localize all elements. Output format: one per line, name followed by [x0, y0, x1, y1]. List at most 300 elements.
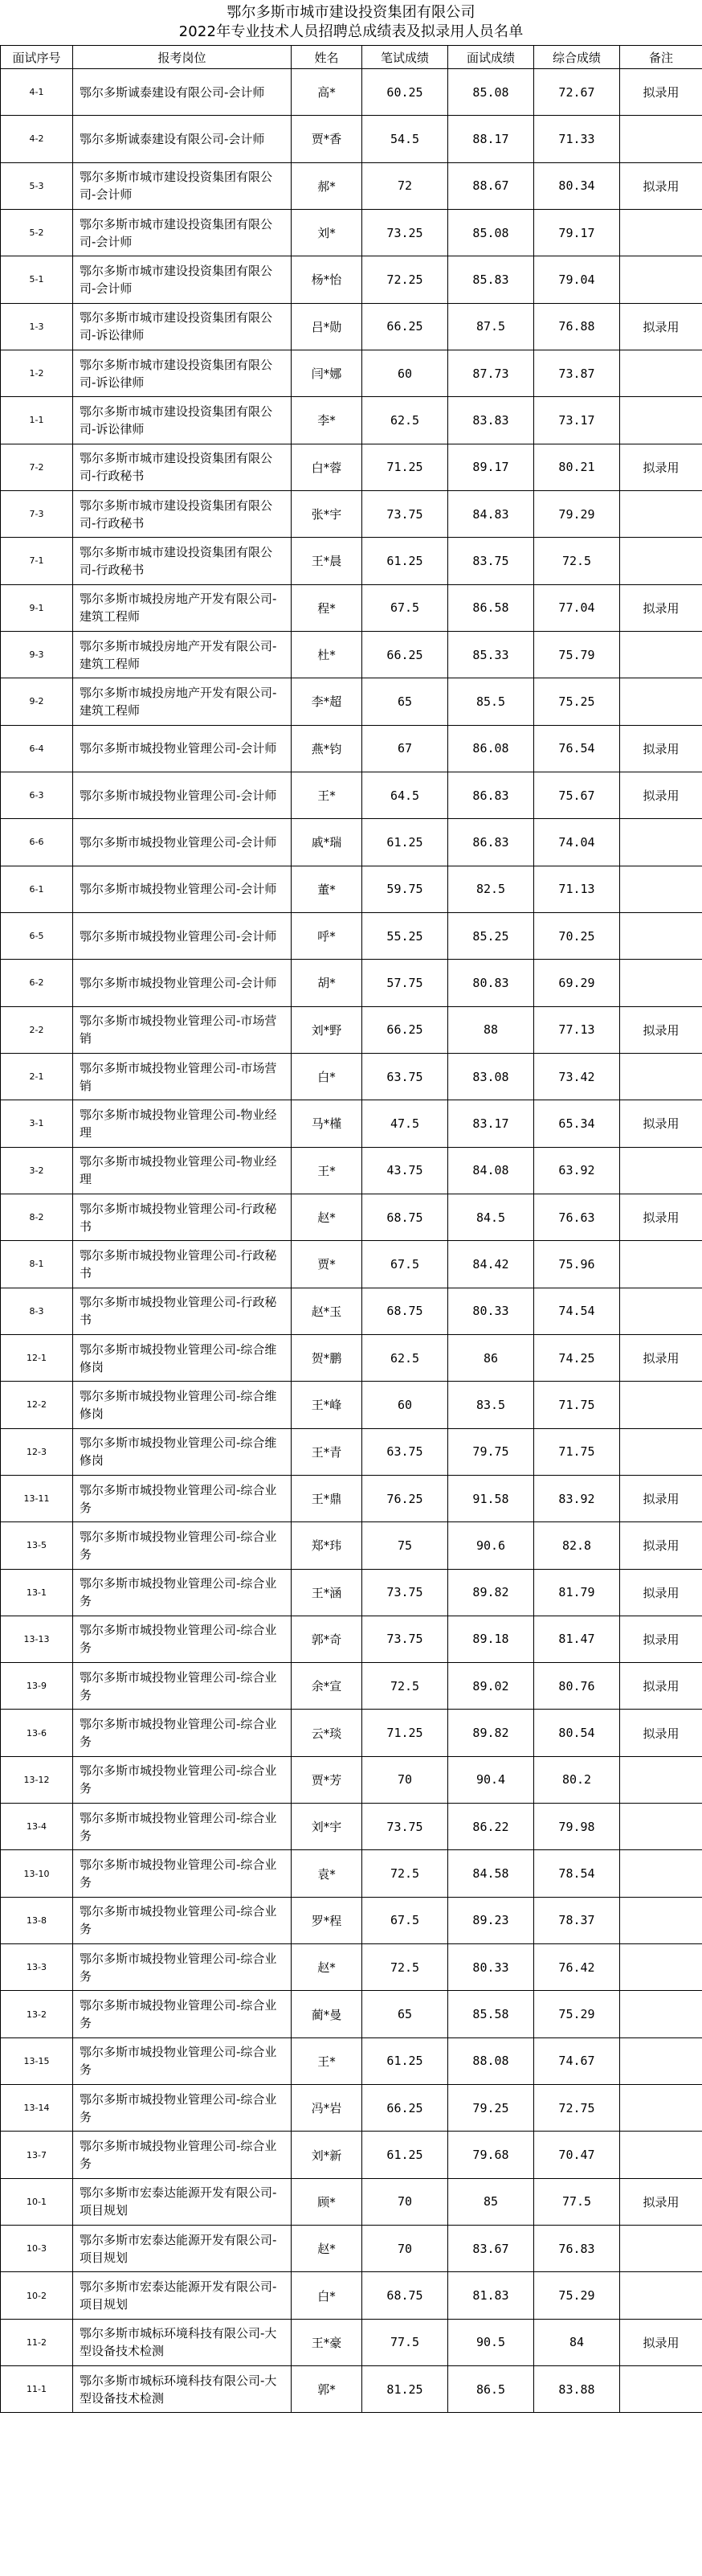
header-interview-score: 面试成绩	[448, 46, 534, 69]
cell-note: 拟录用	[620, 1334, 702, 1381]
cell-name: 高*	[292, 69, 362, 116]
cell-name: 刘*新	[292, 2132, 362, 2178]
cell-interview-score: 83.5	[448, 1382, 534, 1428]
cell-name: 赵*	[292, 1194, 362, 1240]
cell-position: 鄂尔多斯市城投房地产开发有限公司-建筑工程师	[73, 584, 292, 631]
cell-name: 吕*勋	[292, 303, 362, 350]
cell-id: 13-8	[1, 1897, 73, 1943]
cell-id: 7-1	[1, 538, 73, 584]
cell-note: 拟录用	[620, 303, 702, 350]
cell-position: 鄂尔多斯市城投物业管理公司-会计师	[73, 866, 292, 912]
cell-written-score: 60	[362, 350, 448, 396]
cell-interview-score: 85.83	[448, 256, 534, 303]
cell-written-score: 61.25	[362, 819, 448, 866]
cell-written-score: 61.25	[362, 2132, 448, 2178]
cell-total-score: 76.54	[534, 725, 620, 772]
cell-name: 余*宣	[292, 1663, 362, 1710]
cell-id: 13-6	[1, 1710, 73, 1756]
cell-id: 9-1	[1, 584, 73, 631]
cell-note	[620, 2037, 702, 2084]
table-row	[1, 678, 702, 725]
cell-written-score: 72.25	[362, 256, 448, 303]
cell-total-score: 72.75	[534, 2085, 620, 2132]
cell-name: 白*	[292, 1053, 362, 1100]
table-row	[1, 1991, 702, 2037]
cell-position: 鄂尔多斯市城投物业管理公司-综合维修岗	[73, 1334, 292, 1381]
cell-position: 鄂尔多斯市城投物业管理公司-综合业务	[73, 1522, 292, 1569]
cell-id: 13-4	[1, 1804, 73, 1850]
cell-interview-score: 80.33	[448, 1288, 534, 1334]
table-body	[1, 69, 702, 2413]
cell-id: 13-9	[1, 1663, 73, 1710]
cell-note: 拟录用	[620, 162, 702, 209]
cell-written-score: 66.25	[362, 303, 448, 350]
cell-position: 鄂尔多斯市城投物业管理公司-综合业务	[73, 2132, 292, 2178]
cell-written-score: 47.5	[362, 1100, 448, 1147]
cell-name: 呼*	[292, 912, 362, 959]
cell-id: 13-10	[1, 1850, 73, 1897]
cell-note	[620, 538, 702, 584]
cell-interview-score: 84.58	[448, 1850, 534, 1897]
cell-name: 郭*奇	[292, 1616, 362, 1662]
cell-name: 王*	[292, 1147, 362, 1194]
cell-id: 11-1	[1, 2366, 73, 2413]
table-row	[1, 303, 702, 350]
cell-id: 2-2	[1, 1006, 73, 1053]
cell-written-score: 66.25	[362, 2085, 448, 2132]
table-row	[1, 1522, 702, 1569]
cell-id: 3-2	[1, 1147, 73, 1194]
cell-total-score: 80.76	[534, 1663, 620, 1710]
cell-note: 拟录用	[620, 69, 702, 116]
cell-position: 鄂尔多斯市城投物业管理公司-会计师	[73, 912, 292, 959]
cell-name: 云*琰	[292, 1710, 362, 1756]
cell-total-score: 73.42	[534, 1053, 620, 1100]
cell-name: 杨*怡	[292, 256, 362, 303]
cell-id: 2-1	[1, 1053, 73, 1100]
cell-total-score: 82.8	[534, 1522, 620, 1569]
table-row	[1, 397, 702, 444]
cell-id: 1-1	[1, 397, 73, 444]
cell-total-score: 80.2	[534, 1756, 620, 1803]
cell-position: 鄂尔多斯市城标环境科技有限公司-大型设备技术检测	[73, 2366, 292, 2413]
cell-position: 鄂尔多斯市城投物业管理公司-综合业务	[73, 1850, 292, 1897]
cell-name: 白*	[292, 2272, 362, 2319]
cell-position: 鄂尔多斯市城市建设投资集团有限公司-诉讼律师	[73, 350, 292, 396]
cell-total-score: 76.42	[534, 1944, 620, 1991]
cell-name: 贾*	[292, 1241, 362, 1288]
cell-total-score: 71.33	[534, 116, 620, 162]
cell-written-score: 81.25	[362, 2366, 448, 2413]
cell-id: 9-3	[1, 631, 73, 678]
cell-note: 拟录用	[620, 2178, 702, 2225]
cell-interview-score: 86.83	[448, 819, 534, 866]
cell-interview-score: 89.02	[448, 1663, 534, 1710]
cell-interview-score: 81.83	[448, 2272, 534, 2319]
table-row	[1, 2132, 702, 2178]
cell-note	[620, 1991, 702, 2037]
cell-name: 董*	[292, 866, 362, 912]
cell-interview-score: 85.08	[448, 209, 534, 256]
cell-note	[620, 2132, 702, 2178]
cell-written-score: 60.25	[362, 69, 448, 116]
table-row	[1, 2178, 702, 2225]
cell-id: 9-2	[1, 678, 73, 725]
cell-total-score: 76.88	[534, 303, 620, 350]
cell-note	[620, 912, 702, 959]
cell-id: 8-1	[1, 1241, 73, 1288]
cell-interview-score: 88	[448, 1006, 534, 1053]
cell-position: 鄂尔多斯市城投房地产开发有限公司-建筑工程师	[73, 678, 292, 725]
header-total-score: 综合成绩	[534, 46, 620, 69]
cell-position: 鄂尔多斯市宏泰达能源开发有限公司-项目规划	[73, 2226, 292, 2272]
cell-name: 冯*岩	[292, 2085, 362, 2132]
cell-note: 拟录用	[620, 1569, 702, 1616]
cell-id: 5-2	[1, 209, 73, 256]
cell-name: 燕*钧	[292, 725, 362, 772]
cell-position: 鄂尔多斯市城投物业管理公司-会计师	[73, 772, 292, 818]
cell-interview-score: 84.08	[448, 1147, 534, 1194]
cell-written-score: 67.5	[362, 1897, 448, 1943]
cell-interview-score: 79.25	[448, 2085, 534, 2132]
cell-written-score: 75	[362, 1522, 448, 1569]
cell-total-score: 74.67	[534, 2037, 620, 2084]
table-row	[1, 162, 702, 209]
cell-written-score: 61.25	[362, 2037, 448, 2084]
cell-written-score: 70	[362, 2226, 448, 2272]
cell-position: 鄂尔多斯市城投物业管理公司-综合业务	[73, 1663, 292, 1710]
cell-name: 李*超	[292, 678, 362, 725]
cell-written-score: 43.75	[362, 1147, 448, 1194]
cell-name: 赵*玉	[292, 1288, 362, 1334]
cell-note	[620, 1147, 702, 1194]
cell-id: 5-3	[1, 162, 73, 209]
cell-total-score: 73.87	[534, 350, 620, 396]
cell-name: 王*鼎	[292, 1475, 362, 1521]
cell-total-score: 63.92	[534, 1147, 620, 1194]
table-row	[1, 2319, 702, 2365]
cell-id: 13-1	[1, 1569, 73, 1616]
header-id: 面试序号	[1, 46, 73, 69]
cell-total-score: 69.29	[534, 960, 620, 1006]
cell-total-score: 74.54	[534, 1288, 620, 1334]
cell-id: 6-4	[1, 725, 73, 772]
cell-written-score: 73.75	[362, 1569, 448, 1616]
table-row	[1, 2085, 702, 2132]
cell-total-score: 71.75	[534, 1382, 620, 1428]
cell-note: 拟录用	[620, 444, 702, 490]
cell-interview-score: 88.67	[448, 162, 534, 209]
cell-position: 鄂尔多斯市城投物业管理公司-综合维修岗	[73, 1382, 292, 1428]
table-row	[1, 1147, 702, 1194]
cell-note	[620, 1850, 702, 1897]
table-row	[1, 1100, 702, 1147]
cell-written-score: 68.75	[362, 2272, 448, 2319]
cell-interview-score: 88.08	[448, 2037, 534, 2084]
cell-total-score: 77.04	[534, 584, 620, 631]
cell-position: 鄂尔多斯诚泰建设有限公司-会计师	[73, 69, 292, 116]
cell-id: 1-3	[1, 303, 73, 350]
table-row	[1, 866, 702, 912]
cell-note	[620, 350, 702, 396]
cell-position: 鄂尔多斯市城标环境科技有限公司-大型设备技术检测	[73, 2319, 292, 2365]
cell-written-score: 71.25	[362, 1710, 448, 1756]
cell-note	[620, 116, 702, 162]
table-row	[1, 2226, 702, 2272]
table-row	[1, 1382, 702, 1428]
cell-interview-score: 85.5	[448, 678, 534, 725]
cell-position: 鄂尔多斯市城市建设投资集团有限公司-行政秘书	[73, 490, 292, 537]
cell-interview-score: 80.33	[448, 1944, 534, 1991]
cell-note: 拟录用	[620, 1475, 702, 1521]
cell-total-score: 65.34	[534, 1100, 620, 1147]
header-note: 备注	[620, 46, 702, 69]
cell-id: 11-2	[1, 2319, 73, 2365]
cell-position: 鄂尔多斯市城投物业管理公司-物业经理	[73, 1100, 292, 1147]
cell-interview-score: 86.5	[448, 2366, 534, 2413]
cell-note: 拟录用	[620, 1006, 702, 1053]
cell-note	[620, 2272, 702, 2319]
table-row	[1, 1944, 702, 1991]
cell-position: 鄂尔多斯市宏泰达能源开发有限公司-项目规划	[73, 2272, 292, 2319]
cell-total-score: 77.5	[534, 2178, 620, 2225]
cell-total-score: 83.88	[534, 2366, 620, 2413]
cell-interview-score: 82.5	[448, 866, 534, 912]
cell-interview-score: 85.58	[448, 1991, 534, 2037]
cell-interview-score: 86.58	[448, 584, 534, 631]
table-row	[1, 209, 702, 256]
cell-written-score: 64.5	[362, 772, 448, 818]
cell-interview-score: 85	[448, 2178, 534, 2225]
header-name: 姓名	[292, 46, 362, 69]
cell-interview-score: 84.5	[448, 1194, 534, 1240]
cell-name: 顾*	[292, 2178, 362, 2225]
table-header-row	[1, 46, 702, 69]
cell-interview-score: 90.4	[448, 1756, 534, 1803]
cell-note	[620, 678, 702, 725]
cell-total-score: 74.04	[534, 819, 620, 866]
cell-note: 拟录用	[620, 1522, 702, 1569]
cell-id: 4-1	[1, 69, 73, 116]
cell-name: 马*槿	[292, 1100, 362, 1147]
cell-id: 3-1	[1, 1100, 73, 1147]
cell-total-score: 79.17	[534, 209, 620, 256]
table-row	[1, 960, 702, 1006]
cell-note	[620, 1897, 702, 1943]
cell-note: 拟录用	[620, 1100, 702, 1147]
cell-written-score: 67.5	[362, 1241, 448, 1288]
cell-position: 鄂尔多斯市城投物业管理公司-综合业务	[73, 1897, 292, 1943]
cell-total-score: 80.21	[534, 444, 620, 490]
cell-name: 王*晨	[292, 538, 362, 584]
cell-note	[620, 819, 702, 866]
cell-position: 鄂尔多斯市城市建设投资集团有限公司-会计师	[73, 162, 292, 209]
cell-id: 12-3	[1, 1428, 73, 1475]
cell-id: 12-2	[1, 1382, 73, 1428]
cell-note	[620, 1241, 702, 1288]
cell-written-score: 60	[362, 1382, 448, 1428]
table-row	[1, 1710, 702, 1756]
table-row	[1, 1334, 702, 1381]
cell-interview-score: 89.23	[448, 1897, 534, 1943]
cell-interview-score: 89.18	[448, 1616, 534, 1662]
cell-position: 鄂尔多斯市城投物业管理公司-综合业务	[73, 2085, 292, 2132]
cell-position: 鄂尔多斯市城投物业管理公司-综合业务	[73, 1616, 292, 1662]
cell-interview-score: 83.75	[448, 538, 534, 584]
cell-written-score: 65	[362, 678, 448, 725]
cell-total-score: 81.47	[534, 1616, 620, 1662]
table-row	[1, 1616, 702, 1662]
cell-id: 1-2	[1, 350, 73, 396]
cell-written-score: 59.75	[362, 866, 448, 912]
cell-written-score: 73.75	[362, 1616, 448, 1662]
cell-name: 王*涵	[292, 1569, 362, 1616]
cell-total-score: 79.98	[534, 1804, 620, 1850]
cell-id: 6-5	[1, 912, 73, 959]
cell-position: 鄂尔多斯市城市建设投资集团有限公司-行政秘书	[73, 538, 292, 584]
table-row	[1, 1756, 702, 1803]
table-row	[1, 538, 702, 584]
cell-total-score: 78.54	[534, 1850, 620, 1897]
cell-written-score: 72.5	[362, 1663, 448, 1710]
table-row	[1, 1804, 702, 1850]
table-row	[1, 1569, 702, 1616]
cell-written-score: 66.25	[362, 1006, 448, 1053]
cell-total-score: 84	[534, 2319, 620, 2365]
cell-interview-score: 86.22	[448, 1804, 534, 1850]
cell-note: 拟录用	[620, 1663, 702, 1710]
cell-id: 6-2	[1, 960, 73, 1006]
cell-written-score: 55.25	[362, 912, 448, 959]
cell-id: 8-3	[1, 1288, 73, 1334]
cell-position: 鄂尔多斯市城市建设投资集团有限公司-会计师	[73, 209, 292, 256]
cell-interview-score: 87.5	[448, 303, 534, 350]
cell-written-score: 63.75	[362, 1428, 448, 1475]
cell-note: 拟录用	[620, 584, 702, 631]
cell-note	[620, 1053, 702, 1100]
cell-written-score: 67.5	[362, 584, 448, 631]
cell-interview-score: 91.58	[448, 1475, 534, 1521]
cell-id: 13-14	[1, 2085, 73, 2132]
table-row	[1, 772, 702, 818]
cell-interview-score: 85.25	[448, 912, 534, 959]
cell-written-score: 70	[362, 1756, 448, 1803]
cell-written-score: 65	[362, 1991, 448, 2037]
cell-position: 鄂尔多斯市城投物业管理公司-综合业务	[73, 1710, 292, 1756]
cell-written-score: 73.25	[362, 209, 448, 256]
cell-interview-score: 79.68	[448, 2132, 534, 2178]
cell-total-score: 75.29	[534, 1991, 620, 2037]
cell-written-score: 67	[362, 725, 448, 772]
header-written-score: 笔试成绩	[362, 46, 448, 69]
cell-name: 李*	[292, 397, 362, 444]
cell-position: 鄂尔多斯市城市建设投资集团有限公司-诉讼律师	[73, 397, 292, 444]
cell-total-score: 71.13	[534, 866, 620, 912]
cell-total-score: 75.67	[534, 772, 620, 818]
cell-note: 拟录用	[620, 725, 702, 772]
cell-name: 王*	[292, 2037, 362, 2084]
cell-position: 鄂尔多斯市城投物业管理公司-综合业务	[73, 1756, 292, 1803]
cell-interview-score: 85.33	[448, 631, 534, 678]
cell-note	[620, 209, 702, 256]
cell-total-score: 77.13	[534, 1006, 620, 1053]
cell-position: 鄂尔多斯市城投物业管理公司-行政秘书	[73, 1241, 292, 1288]
cell-interview-score: 86.83	[448, 772, 534, 818]
cell-note	[620, 631, 702, 678]
cell-name: 王*	[292, 772, 362, 818]
cell-id: 12-1	[1, 1334, 73, 1381]
cell-note	[620, 1382, 702, 1428]
cell-note	[620, 1944, 702, 1991]
cell-id: 13-15	[1, 2037, 73, 2084]
title-line-2: 2022年专业技术人员招聘总成绩表及拟录用人员名单	[178, 23, 524, 40]
table-row	[1, 69, 702, 116]
cell-position: 鄂尔多斯市城投物业管理公司-市场营销	[73, 1006, 292, 1053]
table-row	[1, 912, 702, 959]
cell-name: 王*峰	[292, 1382, 362, 1428]
cell-name: 蔺*曼	[292, 1991, 362, 2037]
cell-interview-score: 83.17	[448, 1100, 534, 1147]
cell-written-score: 62.5	[362, 397, 448, 444]
cell-total-score: 83.92	[534, 1475, 620, 1521]
cell-position: 鄂尔多斯市城投物业管理公司-行政秘书	[73, 1288, 292, 1334]
cell-total-score: 75.25	[534, 678, 620, 725]
cell-written-score: 54.5	[362, 116, 448, 162]
cell-position: 鄂尔多斯市城市建设投资集团有限公司-会计师	[73, 256, 292, 303]
cell-id: 10-2	[1, 2272, 73, 2319]
cell-position: 鄂尔多斯市城投物业管理公司-市场营销	[73, 1053, 292, 1100]
cell-note	[620, 1288, 702, 1334]
cell-interview-score: 83.83	[448, 397, 534, 444]
cell-id: 4-2	[1, 116, 73, 162]
cell-id: 13-13	[1, 1616, 73, 1662]
cell-name: 张*宇	[292, 490, 362, 537]
cell-name: 郭*	[292, 2366, 362, 2413]
cell-name: 王*豪	[292, 2319, 362, 2365]
cell-note	[620, 2226, 702, 2272]
table-row	[1, 1241, 702, 1288]
cell-note	[620, 1804, 702, 1850]
cell-name: 戚*瑞	[292, 819, 362, 866]
cell-name: 刘*野	[292, 1006, 362, 1053]
cell-total-score: 74.25	[534, 1334, 620, 1381]
cell-name: 袁*	[292, 1850, 362, 1897]
cell-name: 贺*鹏	[292, 1334, 362, 1381]
cell-id: 13-2	[1, 1991, 73, 2037]
cell-written-score: 61.25	[362, 538, 448, 584]
cell-id: 7-2	[1, 444, 73, 490]
cell-name: 刘*	[292, 209, 362, 256]
cell-total-score: 78.37	[534, 1897, 620, 1943]
table-row	[1, 725, 702, 772]
cell-id: 10-1	[1, 2178, 73, 2225]
cell-interview-score: 84.42	[448, 1241, 534, 1288]
cell-written-score: 71.25	[362, 444, 448, 490]
cell-name: 郝*	[292, 162, 362, 209]
header-position: 报考岗位	[73, 46, 292, 69]
cell-id: 6-1	[1, 866, 73, 912]
table-row	[1, 2366, 702, 2413]
table-row	[1, 1428, 702, 1475]
table-row	[1, 2272, 702, 2319]
cell-interview-score: 88.17	[448, 116, 534, 162]
cell-id: 6-6	[1, 819, 73, 866]
cell-written-score: 77.5	[362, 2319, 448, 2365]
cell-written-score: 72.5	[362, 1944, 448, 1991]
cell-position: 鄂尔多斯市城投物业管理公司-综合维修岗	[73, 1428, 292, 1475]
cell-total-score: 79.04	[534, 256, 620, 303]
cell-note	[620, 1756, 702, 1803]
